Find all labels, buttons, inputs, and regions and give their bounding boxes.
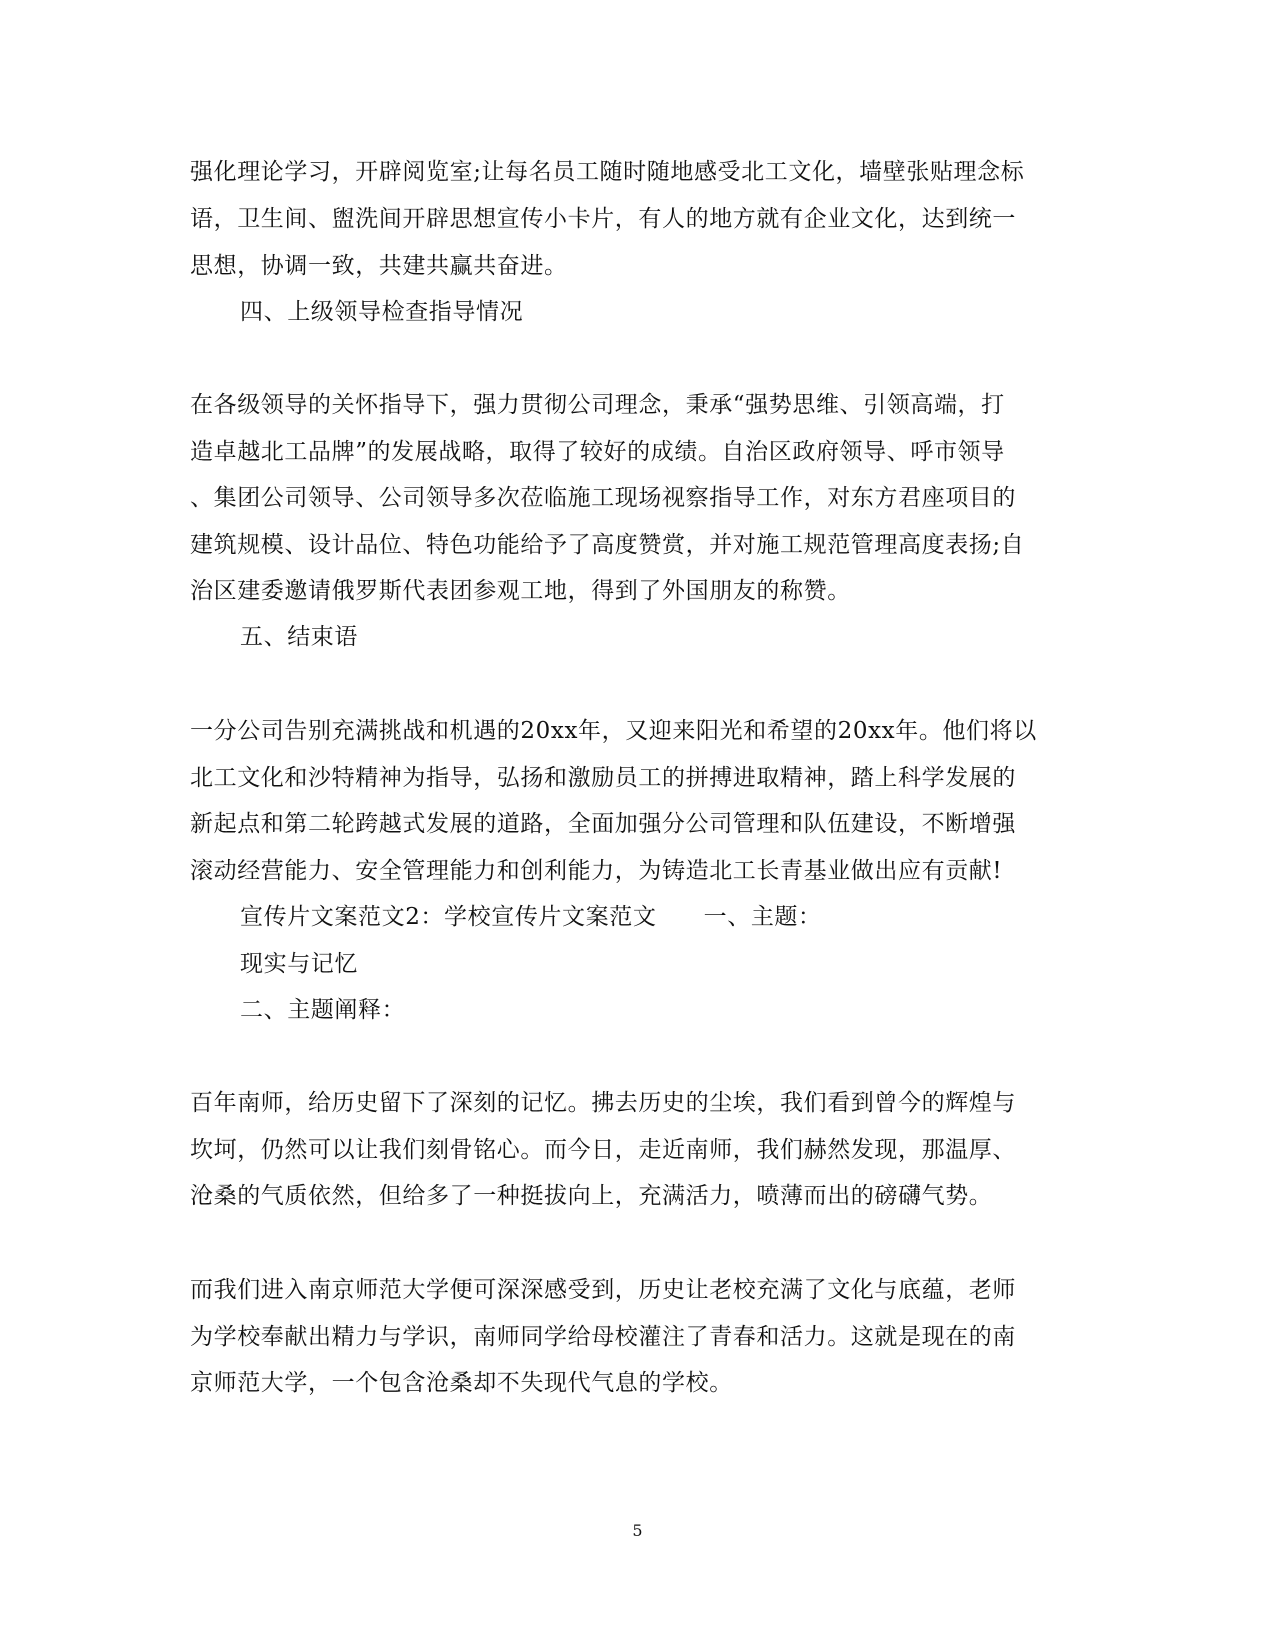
text-line: 在各级领导的关怀指导下，强力贯彻公司理念，秉承“强势思维、引领高端，打 [190,392,1005,418]
text-line: 滚动经营能力、安全管理能力和创利能力，为铸造北工长青基业做出应有贡献! [190,858,1003,884]
text-line: 思想，协调一致，共建共赢共奋进。 [190,253,568,279]
text-line: 语，卫生间、盥洗间开辟思想宣传小卡片，有人的地方就有企业文化，达到统一 [190,206,1016,232]
text-line: 京师范大学，一个包含沧桑却不失现代气息的学校。 [190,1370,733,1396]
text-line: 一分公司告别充满挑战和机遇的20xx年，又迎来阳光和希望的20xx年。他们将以 [190,718,1037,744]
section-heading: 宣传片文案范文2：学校宣传片文案范文 一、主题： [240,904,822,930]
section-heading: 现实与记忆 [240,951,358,977]
section-heading: 五、结束语 [240,624,358,650]
text-line: 造卓越北工品牌”的发展战略，取得了较好的成绩。自治区政府领导、呼市领导 [190,439,1005,465]
text-line: 强化理论学习，开辟阅览室;让每名员工随时随地感受北工文化，墙壁张贴理念标 [190,159,1025,185]
text-line: 治区建委邀请俄罗斯代表团参观工地，得到了外国朋友的称赞。 [190,578,851,604]
page-number: 5 [632,1521,643,1540]
section-heading: 二、主题阐释： [240,997,406,1023]
text-line: 为学校奉献出精力与学识，南师同学给母校灌注了青春和活力。这就是现在的南 [190,1324,1016,1350]
text-line: 百年南师，给历史留下了深刻的记忆。拂去历史的尘埃，我们看到曾今的辉煌与 [190,1090,1016,1116]
text-line: 、集团公司领导、公司领导多次莅临施工现场视察指导工作，对东方君座项目的 [190,485,1016,511]
text-line: 新起点和第二轮跨越式发展的道路，全面加强分公司管理和队伍建设，不断增强 [190,811,1016,837]
text-line: 沧桑的气质依然，但给多了一种挺拔向上，充满活力，喷薄而出的磅礴气势。 [190,1183,993,1209]
text-line: 坎坷，仍然可以让我们刻骨铭心。而今日，走近南师，我们赫然发现，那温厚、 [190,1137,1016,1163]
text-line: 建筑规模、设计品位、特色功能给予了高度赞赏，并对施工规范管理高度表扬;自 [190,532,1025,558]
text-line: 而我们进入南京师范大学便可深深感受到，历史让老校充满了文化与底蕴，老师 [190,1277,1016,1303]
text-line: 北工文化和沙特精神为指导，弘扬和激励员工的拼搏进取精神，踏上科学发展的 [190,765,1016,791]
section-heading: 四、上级领导检查指导情况 [240,299,524,325]
